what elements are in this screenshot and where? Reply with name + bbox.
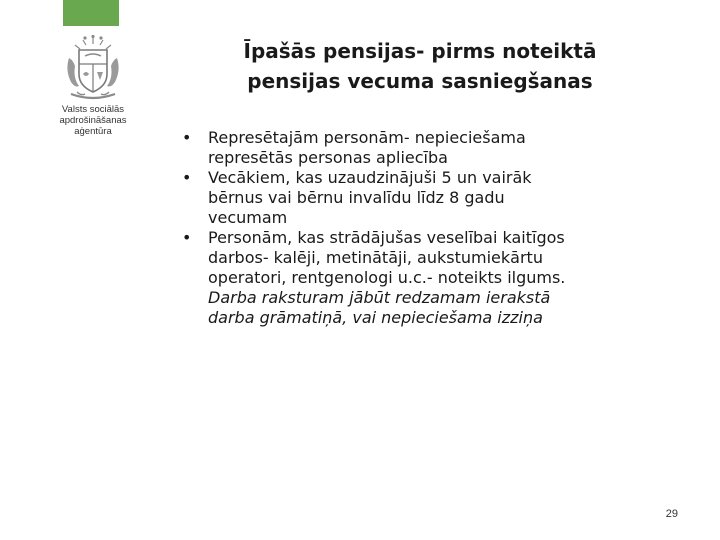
logo-line-2: apdrošināšanas: [59, 115, 127, 126]
bullet-line: • Vecākiem, kas uzaudzinājuši 5 un vairāk: [208, 168, 532, 187]
logo-text: [50, 104, 136, 137]
bullet-line: vecumam: [208, 208, 288, 227]
coat-of-arms-icon: [61, 34, 125, 102]
bullet-list: [180, 128, 680, 328]
agency-logo: [50, 34, 136, 152]
bullet-item: [180, 168, 680, 228]
slide-title: [196, 36, 644, 96]
bullet-line: • Personām, kas strādājušas veselībai kaitīgos: [208, 228, 565, 247]
page-number: 29: [665, 508, 678, 520]
bullet-item: [180, 228, 680, 328]
bullet-line: bērnus vai bērnu invalīdu līdz 8 gadu: [208, 188, 505, 207]
bullet-note-line: Darba raksturam jābūt redzamam ierakstā: [208, 288, 551, 307]
accent-bar: [63, 0, 119, 26]
bullet-line: • Represētajām personām- nepieciešama: [208, 128, 526, 147]
logo-line-3: aģentūra: [74, 126, 112, 137]
bullet-note-line: darba grāmatiņā, vai nepieciešama izziņa: [208, 308, 543, 327]
bullet-line: operatori, rentgenologi u.c.- noteikts ilgums.: [208, 268, 566, 287]
logo-line-1: Valsts sociālās: [61, 104, 125, 115]
bullet-item: [180, 128, 680, 168]
title-line-1: Īpašās pensijas- pirms noteiktā: [243, 39, 597, 63]
bullet-line: represētās personas apliecība: [208, 148, 448, 167]
bullet-line: darbos- kalēji, metinātāji, aukstumiekārtu: [208, 248, 543, 267]
title-line-2: pensijas vecuma sasniegšanas: [247, 69, 593, 93]
